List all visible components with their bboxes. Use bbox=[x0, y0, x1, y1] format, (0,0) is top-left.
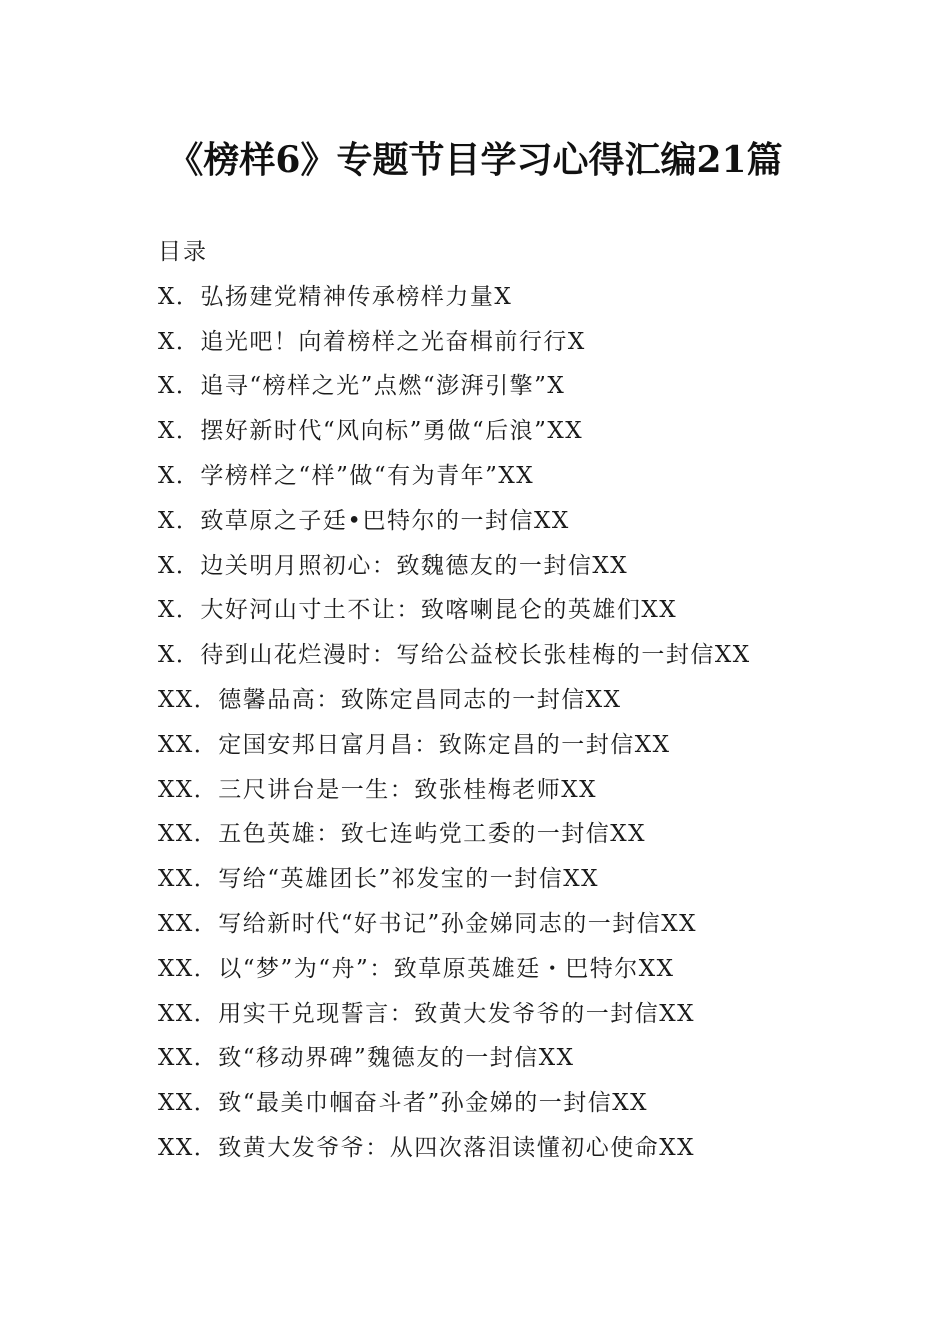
toc-list bbox=[158, 277, 918, 1173]
toc-item[interactable]: XX．写给新时代“好书记”孙金娣同志的一封信XX bbox=[158, 910, 698, 937]
toc-item[interactable]: X．追寻“榜样之光”点燃“澎湃引擎”X bbox=[158, 373, 566, 400]
toc-item[interactable]: XX．写给“英雄团长”祁发宝的一封信XX bbox=[158, 866, 600, 893]
document-title: 《榜样6》专题节目学习心得汇编21篇 bbox=[167, 139, 783, 181]
toc-item[interactable]: XX．用实干兑现誓言：致黄大发爷爷的一封信XX bbox=[158, 1000, 695, 1027]
toc-item[interactable]: X．追光吧！向着榜样之光奋楫前行行X bbox=[158, 328, 586, 355]
toc-item[interactable]: XX．致“移动界碑”魏德友的一封信XX bbox=[158, 1045, 575, 1072]
table-of-contents bbox=[158, 232, 918, 1173]
toc-item[interactable]: X．大好河山寸土不让：致喀喇昆仑的英雄们XX bbox=[158, 597, 678, 624]
toc-item[interactable]: XX．五色英雄：致七连屿党工委的一封信XX bbox=[158, 821, 646, 848]
toc-item[interactable]: XX．以“梦”为“舟”：致草原英雄廷・巴特尔XX bbox=[158, 955, 675, 982]
toc-item[interactable]: X．摆好新时代“风向标”勇做“后浪”XX bbox=[158, 418, 584, 445]
toc-item[interactable]: XX．三尺讲台是一生：致张桂梅老师XX bbox=[158, 776, 597, 803]
toc-item[interactable]: X．致草原之子廷•巴特尔的一封信XX bbox=[158, 507, 570, 534]
toc-heading: 目录 bbox=[158, 239, 208, 265]
toc-item[interactable]: XX．致“最美巾帼奋斗者”孙金娣的一封信XX bbox=[158, 1090, 649, 1117]
toc-item[interactable]: XX．德馨品高：致陈定昌同志的一封信XX bbox=[158, 686, 622, 713]
toc-item[interactable]: X．弘扬建党精神传承榜样力量X bbox=[158, 283, 513, 310]
toc-item[interactable]: X．边关明月照初心：致魏德友的一封信XX bbox=[158, 552, 629, 579]
toc-item[interactable]: XX．致黄大发爷爷：从四次落泪读懂初心使命XX bbox=[158, 1134, 695, 1161]
toc-item[interactable]: X．待到山花烂漫时：写给公益校长张桂梅的一封信XX bbox=[158, 642, 751, 669]
toc-item[interactable]: XX．定国安邦日富月昌：致陈定昌的一封信XX bbox=[158, 731, 671, 758]
toc-item[interactable]: X．学榜样之“样”做“有为青年”XX bbox=[158, 462, 535, 489]
